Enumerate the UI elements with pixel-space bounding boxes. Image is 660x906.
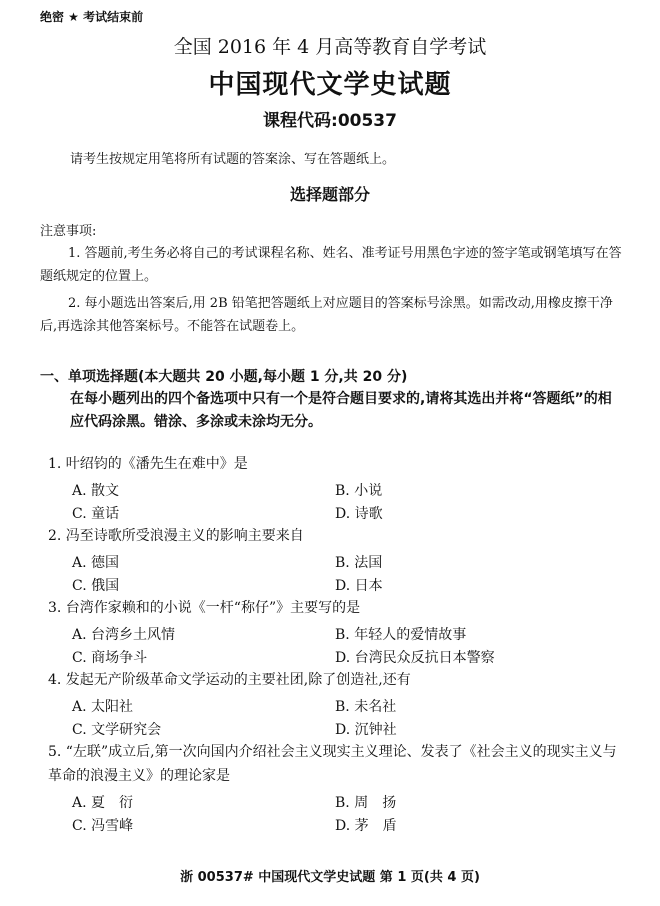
- section-heading: 一、单项选择题(本大题共 20 小题,每小题 1 分,共 20 分): [40, 369, 408, 385]
- attention-item-2: 2. 每小题选出答案后,用 2B 铅笔把答题纸上对应题目的答案标号涂黑。如需改动,用橡皮擦干净后,再选涂其他答案标号。不能答在试题卷上。: [40, 296, 613, 334]
- question-5-option-b: B. 周 扬: [335, 795, 397, 811]
- attention-label: 注意事项:: [40, 224, 97, 239]
- question-1-option-d: D. 诗歌: [335, 506, 383, 522]
- question-1-stem: 1. 叶绍钧的《潘先生在难中》是: [48, 456, 248, 472]
- question-5-option-c: C. 冯雪峰: [72, 818, 134, 834]
- confidential-label: 绝密 ★ 考试结束前: [40, 10, 144, 24]
- section-instruction: 在每小题列出的四个备选项中只有一个是符合题目要求的,请将其选出并将“答题纸”的相应代码涂黑。错涂、多涂或未涂均无分。: [70, 391, 612, 430]
- question-5-option-a: A. 夏 衍: [72, 795, 134, 811]
- question-4-stem: 4. 发起无产阶级革命文学运动的主要社团,除了创造社,还有: [48, 672, 411, 688]
- question-3-option-b: B. 年轻人的爱情故事: [335, 627, 467, 643]
- question-1-option-a: A. 散文: [72, 483, 120, 499]
- paper-title: 中国现代文学史试题: [208, 70, 452, 100]
- attention-item-1: 1. 答题前,考生务必将自己的考试课程名称、姓名、准考证号用黑色字迹的签字笔或钢笔填写在答题纸规定的位置上。: [40, 246, 622, 284]
- question-2-option-a: A. 德国: [72, 555, 120, 571]
- question-3-stem: 3. 台湾作家赖和的小说《一杆“称仔”》主要写的是: [48, 600, 361, 616]
- question-4-option-a: A. 太阳社: [72, 699, 134, 715]
- question-3-option-c: C. 商场争斗: [72, 650, 148, 666]
- question-4-option-d: D. 沉钟社: [335, 722, 397, 738]
- question-4-option-c: C. 文学研究会: [72, 722, 162, 738]
- question-4-option-b: B. 未名社: [335, 699, 397, 715]
- question-5-stem: 5. “左联”成立后,第一次向国内介绍社会主义现实主义理论、发表了《社会主义的现实主义与革命的浪漫主义》的理论家是: [48, 744, 617, 784]
- part-title: 选择题部分: [289, 185, 370, 204]
- answer-notice: 请考生按规定用笔将所有试题的答案涂、写在答题纸上。: [70, 152, 396, 167]
- question-5-option-d: D. 茅 盾: [335, 818, 397, 834]
- question-3-option-a: A. 台湾乡土风情: [72, 627, 176, 643]
- question-2-option-d: D. 日本: [335, 578, 383, 594]
- course-code: 课程代码:00537: [263, 111, 397, 131]
- question-1-option-b: B. 小说: [335, 483, 383, 499]
- question-1-option-c: C. 童话: [72, 506, 120, 522]
- page-footer: 浙 00537# 中国现代文学史试题 第 1 页(共 4 页): [180, 870, 480, 885]
- question-3-option-d: D. 台湾民众反抗日本警察: [335, 650, 495, 666]
- exam-title: 全国 2016 年 4 月高等教育自学考试: [173, 36, 487, 58]
- question-2-option-b: B. 法国: [335, 555, 383, 571]
- question-2-option-c: C. 俄国: [72, 578, 120, 594]
- question-2-stem: 2. 冯至诗歌所受浪漫主义的影响主要来自: [48, 528, 304, 544]
